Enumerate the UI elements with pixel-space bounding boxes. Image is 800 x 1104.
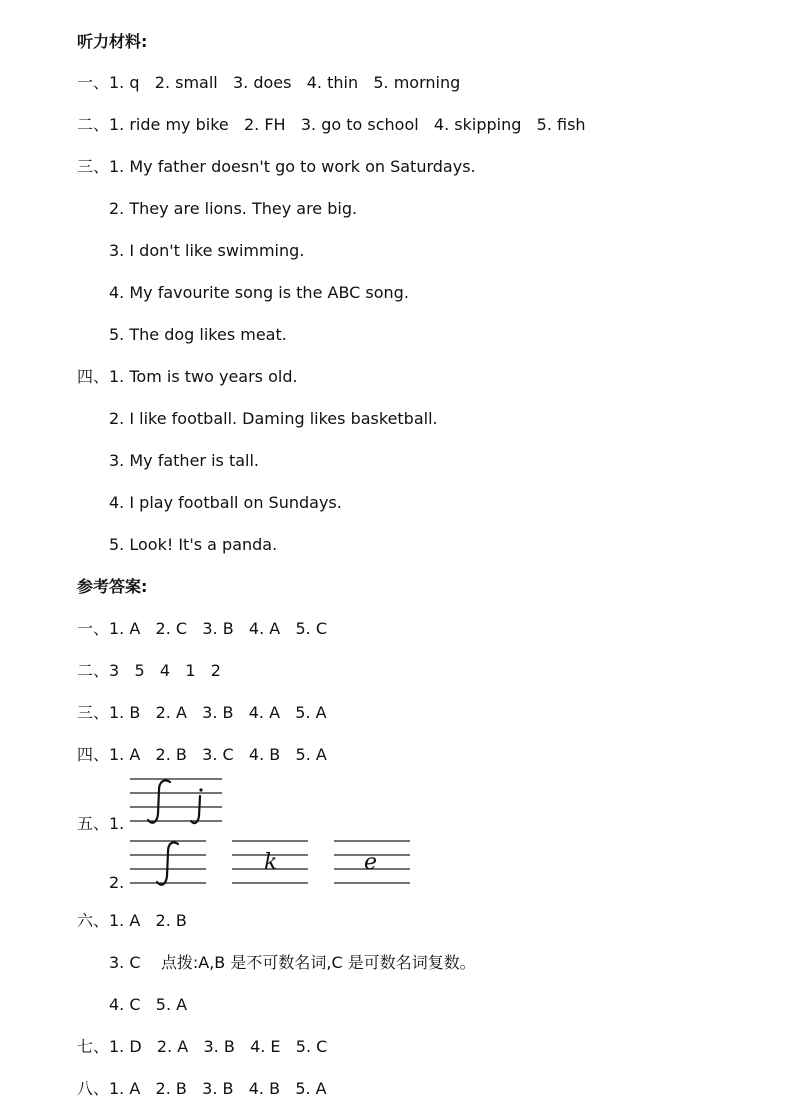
answer-section-6-item-1: 六、1. A 2. B [77,911,187,930]
answer-section-2: 二、3 5 4 1 2 [77,661,221,680]
handwritten-f-glyph-2 [157,842,178,884]
listening-section-4-item-4: 4. I play football on Sundays. [109,493,342,512]
listening-section-4-item-2: 2. I like football. Daming likes basketball. [109,409,438,428]
handwriting-staff-2 [130,838,210,890]
handwritten-k-glyph: k [264,850,278,875]
listening-section-3-item-5: 5. The dog likes meat. [109,325,287,344]
listening-section-3-item-1: 三、1. My father doesn't go to work on Saturdays. [77,157,476,176]
j-dot-glyph [199,788,202,791]
listening-section-3-item-2: 2. They are lions. They are big. [109,199,358,218]
listening-section-2: 二、1. ride my bike 2. FH 3. go to school 4. skipping 5. fish [77,115,586,134]
handwriting-staff-3 [232,838,312,890]
handwriting-staff-1 [130,776,225,828]
answer-section-7: 七、1. D 2. A 3. B 4. E 5. C [77,1037,328,1056]
answer-section-1: 一、1. A 2. C 3. B 4. A 5. C [77,619,328,638]
listening-section-3-item-4: 4. My favourite song is the ABC song. [109,283,409,302]
answer-section-4: 四、1. A 2. B 3. C 4. B 5. A [77,745,327,764]
listening-section-1: 一、1. q 2. small 3. does 4. thin 5. morning [77,73,461,92]
listening-section-4-item-5: 5. Look! It's a panda. [109,535,278,554]
answer-section-8: 八、1. A 2. B 3. B 4. B 5. A [77,1079,327,1098]
answer-section-5-label-1: 五、1. [77,814,125,833]
listening-heading: 听力材料: [77,32,148,51]
handwriting-staff-4 [334,838,414,890]
handwritten-e-glyph: e [364,850,378,875]
answers-heading: 参考答案: [77,577,148,596]
listening-section-4-item-1: 四、1. Tom is two years old. [77,367,298,386]
handwritten-f-glyph [148,780,170,822]
answer-section-5-label-2: 2. [109,873,125,892]
answer-section-6-item-2: 3. C 点拨:A,B 是不可数名词,C 是可数名词复数。 [109,953,476,972]
listening-section-3-item-3: 3. I don't like swimming. [109,241,305,260]
listening-section-4-item-3: 3. My father is tall. [109,451,259,470]
answer-section-3: 三、1. B 2. A 3. B 4. A 5. A [77,703,327,722]
answer-section-6-item-3: 4. C 5. A [109,995,188,1014]
handwritten-j-glyph [191,796,200,823]
